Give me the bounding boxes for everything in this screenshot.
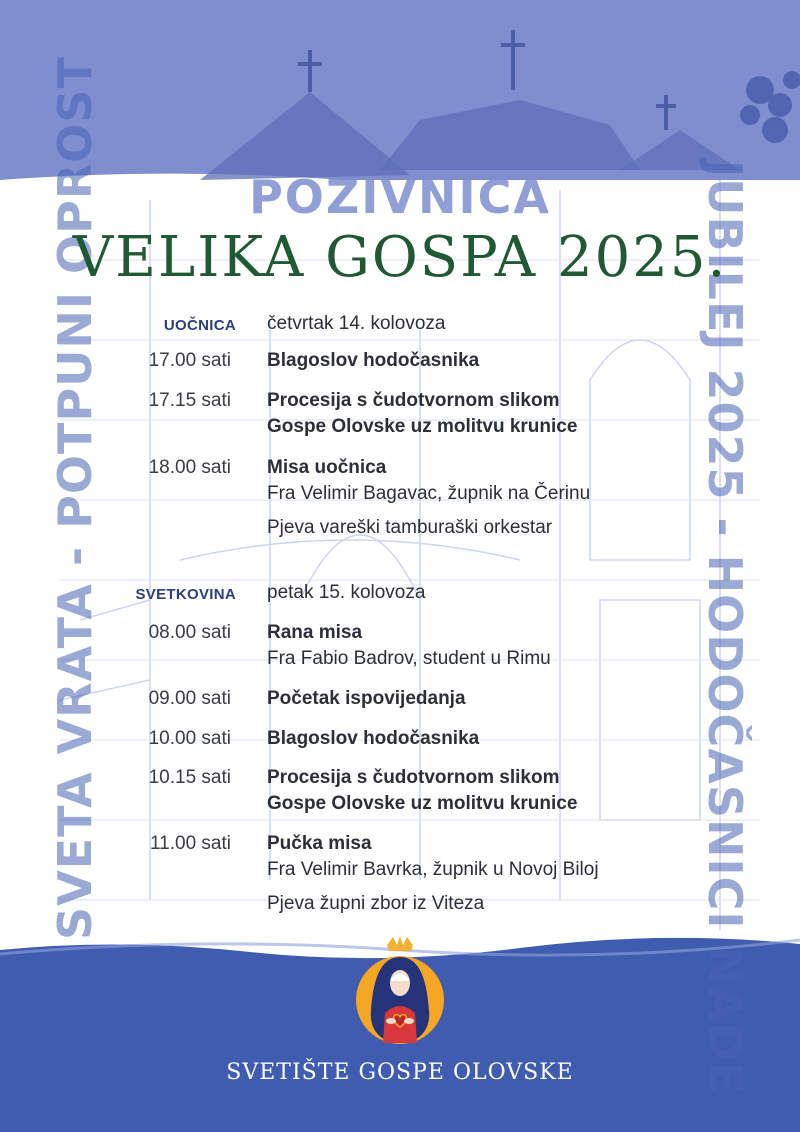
event-title: Blagoslov hodočasnika — [267, 728, 480, 749]
side-text-right: JUBILEJ 2025 - HODOČASNICI NADE — [698, 160, 752, 1095]
kicker-label: POZIVNICA — [249, 170, 551, 224]
page-title: VELIKA GOSPA 2025. — [72, 225, 728, 290]
section-date-svetkovina: petak 15. kolovoza — [267, 582, 426, 603]
event-details — [267, 348, 479, 374]
event-details — [267, 388, 577, 440]
event-title: Misa uočnica — [267, 457, 387, 478]
event-time: 17.15 sati — [148, 390, 231, 411]
event-time: 11.00 sati — [150, 833, 231, 854]
event-time: 09.00 sati — [148, 688, 231, 709]
event-time: 17.00 sati — [148, 350, 231, 371]
organization-name: SVETIŠTE GOSPE OLOVSKE — [226, 1060, 574, 1085]
event-officiant: Fra Velimir Bavrka, župnik u Novoj Biloj — [267, 859, 599, 880]
event-time: 10.00 sati — [148, 728, 231, 749]
event-music: Pjeva župni zbor iz Viteza — [267, 893, 485, 914]
event-music: Pjeva vareški tamburaški orkestar — [267, 517, 553, 538]
event-details — [267, 726, 479, 752]
section-label-svetkovina: SVETKOVINA — [135, 586, 236, 603]
event-details — [267, 455, 590, 541]
section-label-uocnica: UOČNICA — [163, 317, 236, 334]
event-details — [267, 686, 466, 712]
event-title: Pučka misa — [267, 833, 372, 854]
event-officiant: Fra Fabio Badrov, student u Rimu — [267, 648, 551, 669]
madonna-emblem-icon — [347, 935, 453, 1047]
side-text-left: SVETA VRATA - POTPUNI OPROST — [48, 56, 102, 940]
event-title: Procesija s čudotvornom slikom — [267, 390, 560, 411]
event-title: Početak ispovijedanja — [267, 688, 466, 709]
event-details — [267, 831, 599, 917]
event-time: 08.00 sati — [148, 622, 231, 643]
event-details — [267, 765, 577, 817]
section-date-uocnica: četvrtak 14. kolovoza — [267, 313, 446, 334]
event-officiant: Fra Velimir Bagavac, župnik na Čerinu — [267, 483, 591, 504]
event-time: 10.15 sati — [148, 767, 231, 788]
event-title-line2: Gospe Olovske uz molitvu krunice — [267, 416, 578, 437]
event-details — [267, 620, 551, 672]
event-time: 18.00 sati — [148, 457, 231, 478]
event-title: Procesija s čudotvornom slikom — [267, 767, 560, 788]
event-title-line2: Gospe Olovske uz molitvu krunice — [267, 793, 578, 814]
event-title: Rana misa — [267, 622, 363, 643]
event-title: Blagoslov hodočasnika — [267, 350, 480, 371]
